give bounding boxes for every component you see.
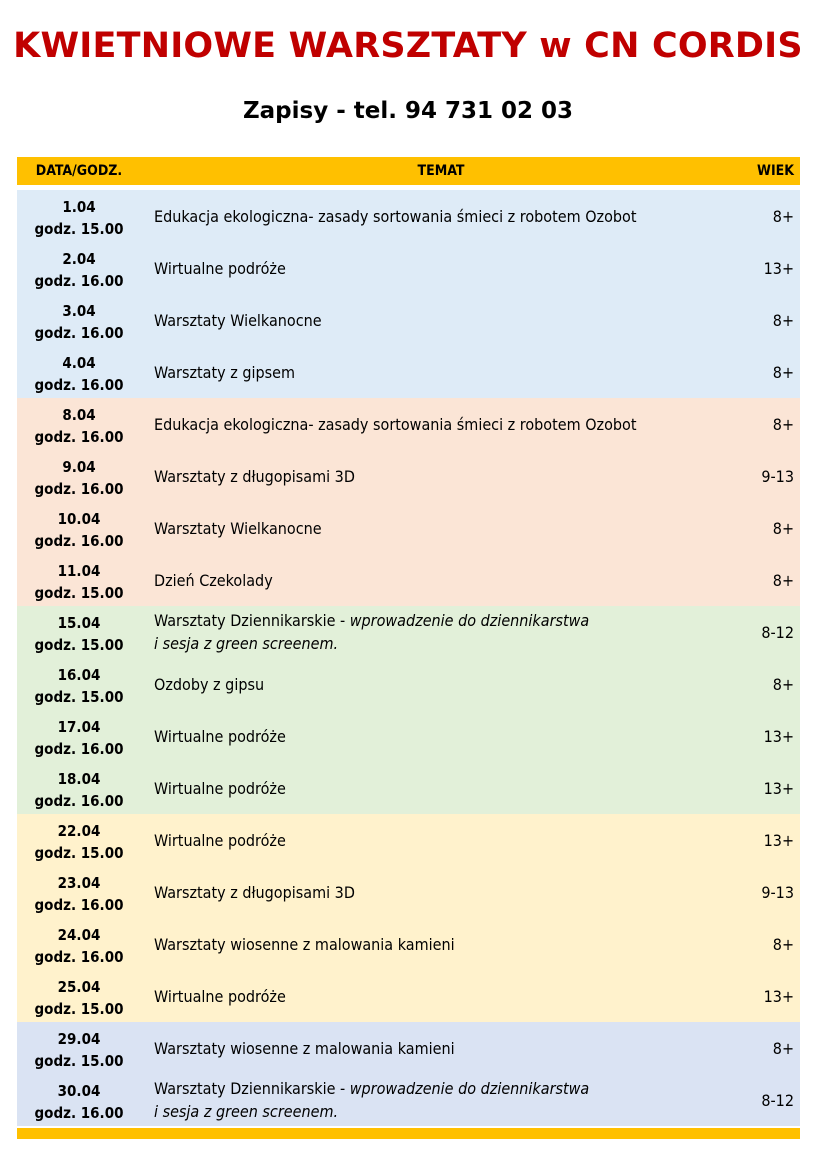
- date-cell: [17, 1028, 141, 1072]
- date-time: godz. 15.00: [34, 636, 124, 654]
- date-cell: [17, 716, 141, 760]
- date-day: 16.04: [57, 666, 101, 684]
- date-time: godz. 16.00: [34, 792, 124, 810]
- table-row: [17, 710, 800, 762]
- date-time: godz. 15.00: [34, 1000, 124, 1018]
- header-date: DATA/GODZ.: [35, 163, 123, 179]
- date-day: 11.04: [57, 562, 101, 580]
- date-time: godz. 15.00: [34, 220, 124, 238]
- date-cell: [17, 300, 141, 344]
- topic-text: Warsztaty z gipsem: [154, 362, 295, 382]
- date-day: 17.04: [57, 718, 101, 736]
- date-day: 24.04: [57, 926, 101, 944]
- date-time: godz. 16.00: [34, 896, 124, 914]
- date-day: 30.04: [57, 1082, 101, 1100]
- table-row: [17, 762, 800, 814]
- date-cell: [17, 248, 141, 292]
- date-cell: [17, 508, 141, 552]
- date-time: godz. 16.00: [34, 324, 124, 342]
- topic-italic: wprowadzenie do dziennikarstwa: [349, 611, 590, 630]
- date-cell: [17, 1080, 141, 1124]
- topic-cell: [154, 1022, 714, 1074]
- topic-cell: [154, 710, 714, 762]
- topic-cell: [154, 398, 714, 450]
- age-cell: 8+: [772, 310, 794, 330]
- topic-cell: [154, 918, 714, 970]
- age-cell: 13+: [763, 986, 794, 1006]
- date-time: godz. 16.00: [34, 428, 124, 446]
- age-cell: 8+: [772, 674, 794, 694]
- date-time: godz. 15.00: [34, 1052, 124, 1070]
- topic-subtext: i sesja z green screenem.: [154, 1102, 339, 1121]
- date-cell: [17, 976, 141, 1020]
- table-row: [17, 242, 800, 294]
- age-cell: 8-12: [761, 622, 794, 642]
- date-cell: [17, 560, 141, 604]
- topic-line: [154, 881, 714, 904]
- date-day: 4.04: [62, 354, 96, 372]
- topic-cell: [154, 450, 714, 502]
- date-day: 8.04: [62, 406, 96, 424]
- table-header: [17, 157, 800, 185]
- date-day: 29.04: [57, 1030, 101, 1048]
- age-cell: 8+: [772, 934, 794, 954]
- topic-text: Warsztaty Dziennikarskie -: [154, 611, 350, 630]
- topic-line: [154, 413, 714, 436]
- age-cell: 8+: [772, 414, 794, 434]
- date-day: 18.04: [57, 770, 101, 788]
- table-row: [17, 814, 800, 866]
- topic-cell: [154, 814, 714, 866]
- topic-line: [154, 1077, 714, 1100]
- topic-line: [154, 777, 714, 800]
- topic-italic: wprowadzenie do dziennikarstwa: [349, 1079, 590, 1098]
- table-row: [17, 970, 800, 1022]
- date-day: 15.04: [57, 614, 101, 632]
- table-row: [17, 398, 800, 450]
- header-topic: TEMAT: [417, 163, 465, 179]
- topic-cell: [154, 1074, 714, 1126]
- topic-text: Dzień Czekolady: [154, 570, 273, 590]
- topic-line: [154, 309, 714, 332]
- topic-text: Ozdoby z gipsu: [154, 674, 265, 694]
- topic-text: Warsztaty wiosenne z malowania kamieni: [154, 1038, 455, 1058]
- date-time: godz. 16.00: [34, 948, 124, 966]
- date-time: godz. 16.00: [34, 1104, 124, 1122]
- table-row: [17, 450, 800, 502]
- topic-cell: [154, 658, 714, 710]
- topic-line: [154, 609, 714, 632]
- header-age: WIEK: [757, 163, 794, 179]
- topic-line: [154, 205, 714, 228]
- topic-cell: [154, 502, 714, 554]
- date-cell: [17, 456, 141, 500]
- date-day: 3.04: [62, 302, 96, 320]
- topic-text: Warsztaty wiosenne z malowania kamieni: [154, 934, 455, 954]
- topic-cell: [154, 190, 714, 242]
- date-day: 23.04: [57, 874, 101, 892]
- age-cell: 8+: [772, 362, 794, 382]
- topic-line: [154, 569, 714, 592]
- date-time: godz. 16.00: [34, 272, 124, 290]
- date-cell: [17, 820, 141, 864]
- table-row: [17, 346, 800, 398]
- age-cell: 8+: [772, 570, 794, 590]
- page-title: KWIETNIOWE WARSZTATY w CN CORDIS: [13, 26, 803, 66]
- date-cell: [17, 352, 141, 396]
- topic-text: Warsztaty z długopisami 3D: [154, 882, 355, 902]
- age-cell: 9-13: [761, 466, 794, 486]
- workshop-table: [17, 190, 800, 1126]
- table-row: [17, 606, 800, 658]
- topic-text: Wirtualne podróże: [154, 830, 286, 850]
- date-day: 2.04: [62, 250, 96, 268]
- table-row: [17, 502, 800, 554]
- topic-line: [154, 725, 714, 748]
- age-cell: 8+: [772, 206, 794, 226]
- table-row: [17, 866, 800, 918]
- table-row: [17, 294, 800, 346]
- topic-subtext: i sesja z green screenem.: [154, 634, 339, 653]
- topic-cell: [154, 554, 714, 606]
- topic-cell: [154, 970, 714, 1022]
- date-cell: [17, 612, 141, 656]
- date-time: godz. 15.00: [34, 584, 124, 602]
- topic-text: Warsztaty Dziennikarskie -: [154, 1079, 350, 1098]
- date-cell: [17, 872, 141, 916]
- topic-text: Warsztaty z długopisami 3D: [154, 466, 355, 486]
- table-row: [17, 554, 800, 606]
- table-row: [17, 918, 800, 970]
- topic-cell: [154, 242, 714, 294]
- date-day: 9.04: [62, 458, 96, 476]
- topic-cell: [154, 294, 714, 346]
- bottom-bar: [17, 1128, 800, 1139]
- topic-text: Warsztaty Wielkanocne: [154, 518, 322, 538]
- topic-text: Warsztaty Wielkanocne: [154, 310, 322, 330]
- table-row: [17, 658, 800, 710]
- date-cell: [17, 196, 141, 240]
- age-cell: 8+: [772, 518, 794, 538]
- date-day: 25.04: [57, 978, 101, 996]
- date-time: godz. 16.00: [34, 480, 124, 498]
- topic-text: Wirtualne podróże: [154, 258, 286, 278]
- date-day: 22.04: [57, 822, 101, 840]
- date-cell: [17, 924, 141, 968]
- topic-line: [154, 933, 714, 956]
- topic-cell: [154, 762, 714, 814]
- age-cell: 13+: [763, 258, 794, 278]
- date-time: godz. 16.00: [34, 532, 124, 550]
- topic-line: [154, 257, 714, 280]
- age-cell: 8+: [772, 1038, 794, 1058]
- topic-line: [154, 361, 714, 384]
- date-time: godz. 16.00: [34, 740, 124, 758]
- date-cell: [17, 404, 141, 448]
- topic-cell: [154, 606, 714, 658]
- topic-cell: [154, 346, 714, 398]
- topic-text: Wirtualne podróże: [154, 726, 286, 746]
- date-cell: [17, 664, 141, 708]
- topic-line: [154, 985, 714, 1008]
- date-cell: [17, 768, 141, 812]
- topic-line: [154, 465, 714, 488]
- age-cell: 13+: [763, 778, 794, 798]
- topic-line: [154, 1037, 714, 1060]
- topic-cell: [154, 866, 714, 918]
- topic-text: Wirtualne podróże: [154, 986, 286, 1006]
- age-cell: 8-12: [761, 1090, 794, 1110]
- topic-text: Wirtualne podróże: [154, 778, 286, 798]
- date-time: godz. 16.00: [34, 376, 124, 394]
- age-cell: 9-13: [761, 882, 794, 902]
- date-time: godz. 15.00: [34, 844, 124, 862]
- age-cell: 13+: [763, 830, 794, 850]
- topic-line: [154, 829, 714, 852]
- table-row: [17, 1022, 800, 1074]
- topic-text: Edukacja ekologiczna- zasady sortowania śmieci z robotem Ozobot: [154, 414, 637, 434]
- topic-text: Edukacja ekologiczna- zasady sortowania śmieci z robotem Ozobot: [154, 206, 637, 226]
- age-cell: 13+: [763, 726, 794, 746]
- table-row: [17, 190, 800, 242]
- date-time: godz. 15.00: [34, 688, 124, 706]
- topic-line: [154, 673, 714, 696]
- signup-phone: Zapisy - tel. 94 731 02 03: [242, 98, 574, 124]
- table-row: [17, 1074, 800, 1126]
- date-day: 1.04: [62, 198, 96, 216]
- topic-line: [154, 517, 714, 540]
- date-day: 10.04: [57, 510, 101, 528]
